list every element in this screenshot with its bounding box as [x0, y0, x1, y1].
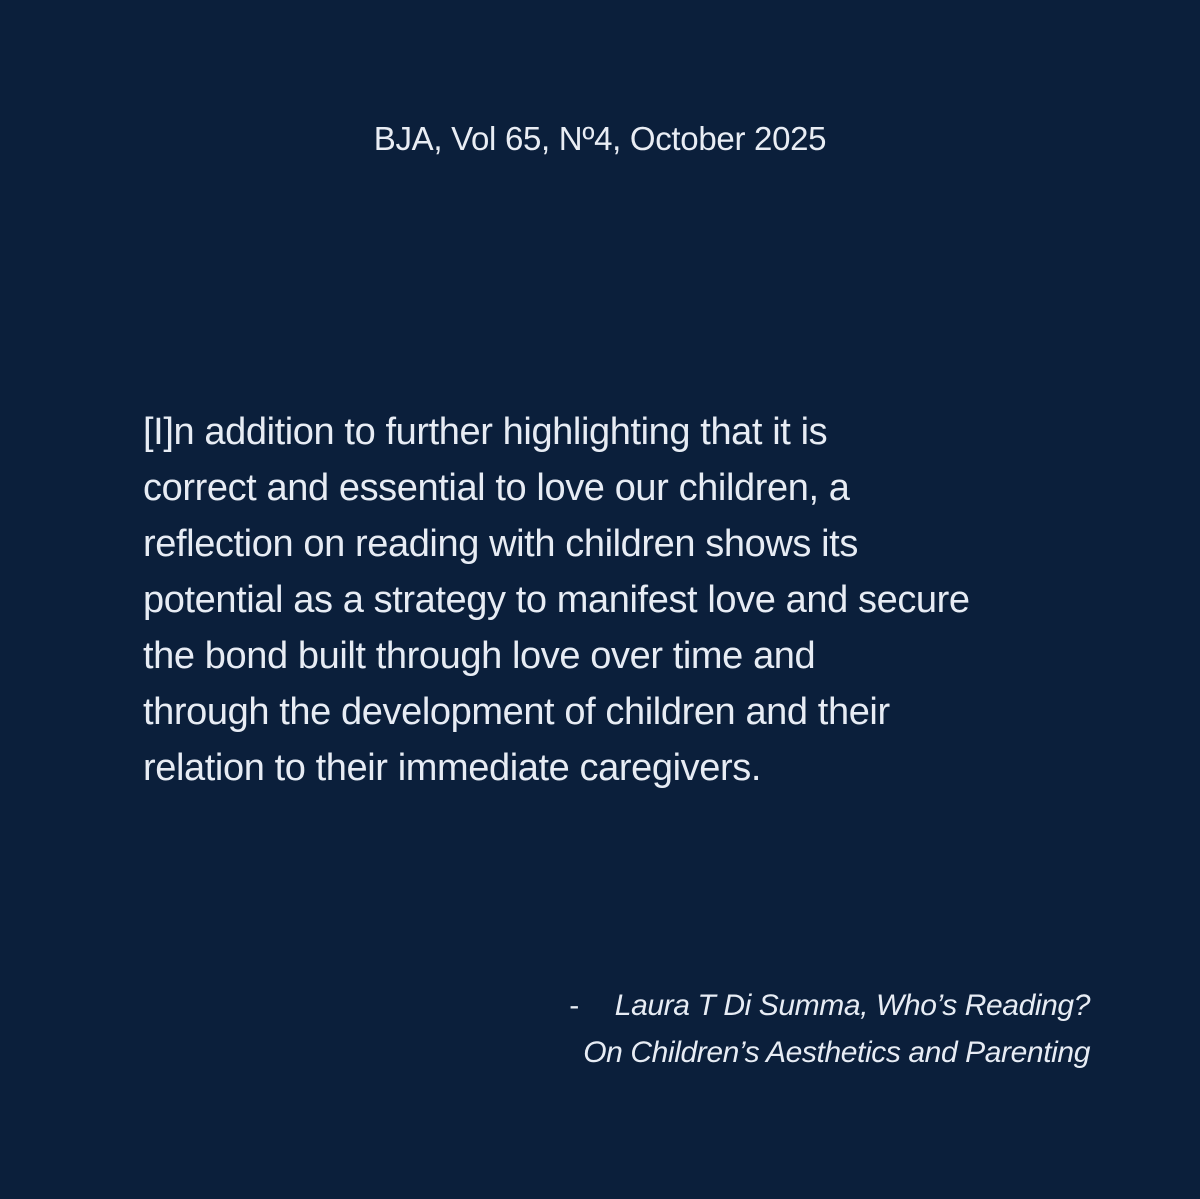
quote-line: the bond built through love over time and	[143, 635, 816, 677]
journal-citation: BJA, Vol 65, Nº4, October 2025	[373, 120, 827, 157]
quote-line: [I]n addition to further highlighting that it is	[143, 411, 828, 453]
quote-line: relation to their immediate caregivers.	[143, 747, 762, 789]
quote-attribution	[569, 982, 1090, 1076]
attribution-author-title: Laura T Di Summa, Who’s Reading?	[614, 989, 1090, 1022]
attribution-author-line	[569, 982, 1090, 1029]
quote-line: through the development of children and their	[143, 691, 890, 733]
attribution-dash: -	[569, 989, 579, 1022]
attribution-subtitle: On Children’s Aesthetics and Parenting	[583, 1036, 1090, 1069]
quote-line: correct and essential to love our children, a	[143, 467, 850, 509]
quote-text	[143, 404, 1073, 796]
quote-line: potential as a strategy to manifest love and secure	[143, 579, 970, 621]
quote-line: reflection on reading with children shows its	[143, 523, 858, 565]
